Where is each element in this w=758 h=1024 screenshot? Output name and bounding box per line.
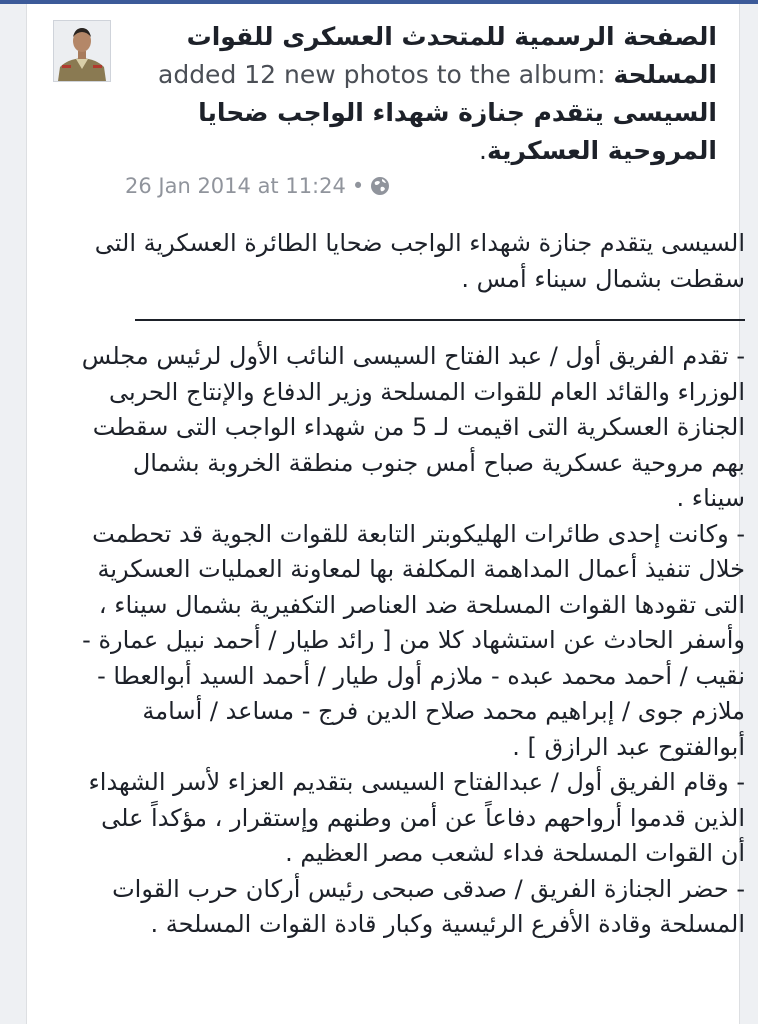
post-paragraph: - وقام الفريق أول / عبدالفتاح السيسى بتقديم العزاء لأسر الشهداء الذين قدموا أرواحهم دفاعاً عن أمن وطنهم وإستقرار ، مؤكداً على أن القوات المسلحة فداء لشعب مصر العظيم . [88, 768, 745, 867]
post-meta [125, 174, 390, 198]
post-paragraph: - تقدم الفريق أول / عبد الفتاح السيسى النائب الأول لرئيس مجلس الوزراء والقائد العام للقوات المسلحة وزير الدفاع والإنتاج الحربى الجنازة العسكرية التى اقيمت لـ 5 من شهداء الواجب التى سقطت بهم مروحية عسكرية صباح أمس جنوب منطقة الخروبة بشمال سيناء . [81, 342, 745, 512]
text-divider [135, 319, 745, 321]
page-author-link[interactable]: الصفحة الرسمية للمتحدث العسكرى للقوات المسلحة [186, 22, 717, 89]
post-body [75, 226, 745, 943]
timestamp-link[interactable]: 26 Jan 2014 at 11:24 [125, 174, 346, 198]
post-intro: السيسى يتقدم جنازة شهداء الواجب ضحايا الطائرة العسكرية التى سقطت بشمال سيناء أمس . [94, 229, 745, 293]
post-header [125, 18, 717, 170]
post-paragraph: - حضر الجنازة الفريق / صدقى صبحى رئيس أركان حرب القوات المسلحة وقادة الأفرع الرئيسية وكبار قادة القوات المسلحة . [112, 874, 745, 938]
post-card [26, 4, 745, 1024]
globe-icon[interactable] [370, 176, 390, 196]
album-suffix: . [479, 136, 487, 165]
album-title-link[interactable]: السيسى يتقدم جنازة شهداء الواجب ضحايا المروحية العسكرية [198, 98, 717, 165]
action-text: added 12 new photos to the album: [158, 60, 606, 89]
avatar[interactable] [53, 20, 111, 82]
meta-separator: • [351, 174, 365, 198]
post-paragraph: - وكانت إحدى طائرات الهليكوبتر التابعة للقوات الجوية قد تحطمت خلال تنفيذ أعمال المداهمة المكلفة بها لمعاونة العمليات العسكرية التى تقودها القوات المسلحة ضد العناصر التكفيرية بشمال سيناء ، وأسفر الحادث عن استشهاد كلا من [ رائد طيار / أحمد نبيل عمارة - نقيب / أحمد محمد عبده - ملازم أول طيار / أحمد السيد أبوالعطا - ملازم جوى / إبراهيم محمد صلاح الدين فرج - مساعد / أسامة أبوالفتوح عبد الرازق ] . [82, 519, 745, 761]
avatar-portrait-icon [54, 21, 110, 81]
